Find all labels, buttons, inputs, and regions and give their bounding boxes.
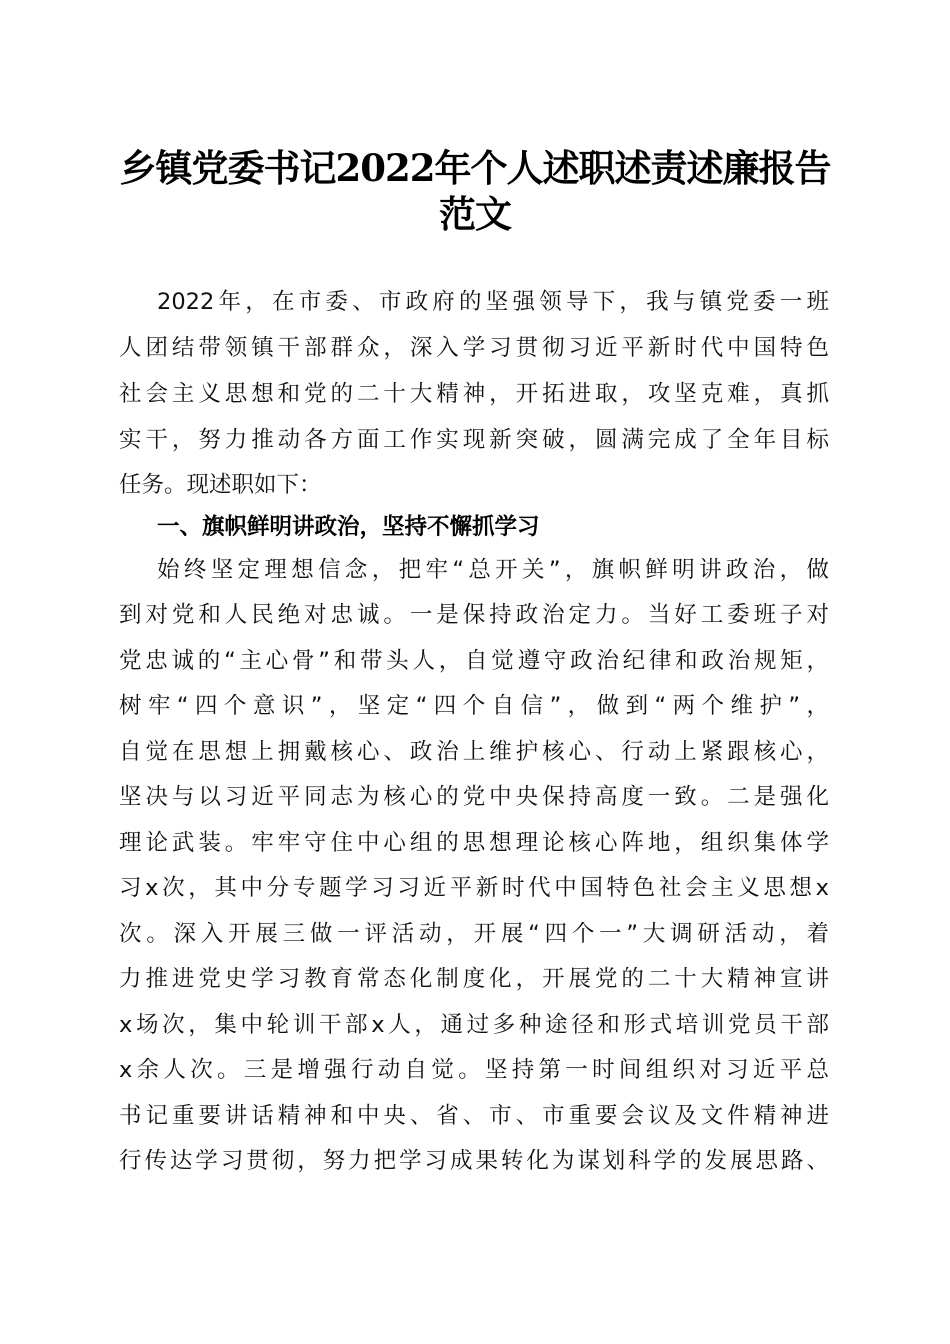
paragraph-line: 到对党和人民绝对忠诚。一是保持政治定力。当好工委班子对 [119, 602, 829, 628]
paragraph-line: 理论武装。牢牢守住中心组的思想理论核心阵地，组织集体学 [119, 830, 829, 856]
paragraph-line: 党忠诚的“主心骨”和带头人，自觉遵守政治纪律和政治规矩， [119, 648, 829, 674]
paragraph-line: 始终坚定理想信念，把牢“总开关”，旗帜鲜明讲政治，做 [157, 557, 829, 583]
document-title-line-2: 范文 [439, 192, 511, 236]
section-heading: 一、旗帜鲜明讲政治，坚持不懈抓学习 [157, 514, 540, 540]
paragraph-line: 任务。现述职如下： [119, 472, 322, 498]
paragraph-line: x场次，集中轮训干部x人，通过多种途径和形式培训党员干部 [119, 1012, 829, 1038]
paragraph-line: 人团结带领镇干部群众，深入学习贯彻习近平新时代中国特色 [119, 335, 829, 361]
paragraph-line: 社会主义思想和党的二十大精神，开拓进取，攻坚克难，真抓 [119, 381, 829, 407]
paragraph-line: 书记重要讲话精神和中央、省、市、市重要会议及文件精神进 [119, 1103, 829, 1129]
document-title-line-1: 乡镇党委书记2022年个人述职述责述廉报告 [119, 146, 831, 190]
paragraph-line: x余人次。三是增强行动自觉。坚持第一时间组织对习近平总 [119, 1057, 829, 1083]
paragraph-line: 坚决与以习近平同志为核心的党中央保持高度一致。二是强化 [119, 784, 829, 810]
paragraph-line: 次。深入开展三做一评活动，开展“四个一”大调研活动，着 [119, 921, 829, 947]
paragraph-line: 行传达学习贯彻，努力把学习成果转化为谋划科学的发展思路、 [119, 1148, 829, 1174]
paragraph-line: 习x次，其中分专题学习习近平新时代中国特色社会主义思想x [119, 875, 829, 901]
paragraph-line: 2022年，在市委、市政府的坚强领导下，我与镇党委一班 [157, 289, 829, 315]
paragraph-line: 实干，努力推动各方面工作实现新突破，圆满完成了全年目标 [119, 427, 829, 453]
paragraph-line: 树牢“四个意识”，坚定“四个自信”，做到“两个维护”， [119, 693, 829, 719]
paragraph-line: 力推进党史学习教育常态化制度化，开展党的二十大精神宣讲 [119, 966, 829, 992]
paragraph-line: 自觉在思想上拥戴核心、政治上维护核心、行动上紧跟核心， [119, 739, 829, 765]
